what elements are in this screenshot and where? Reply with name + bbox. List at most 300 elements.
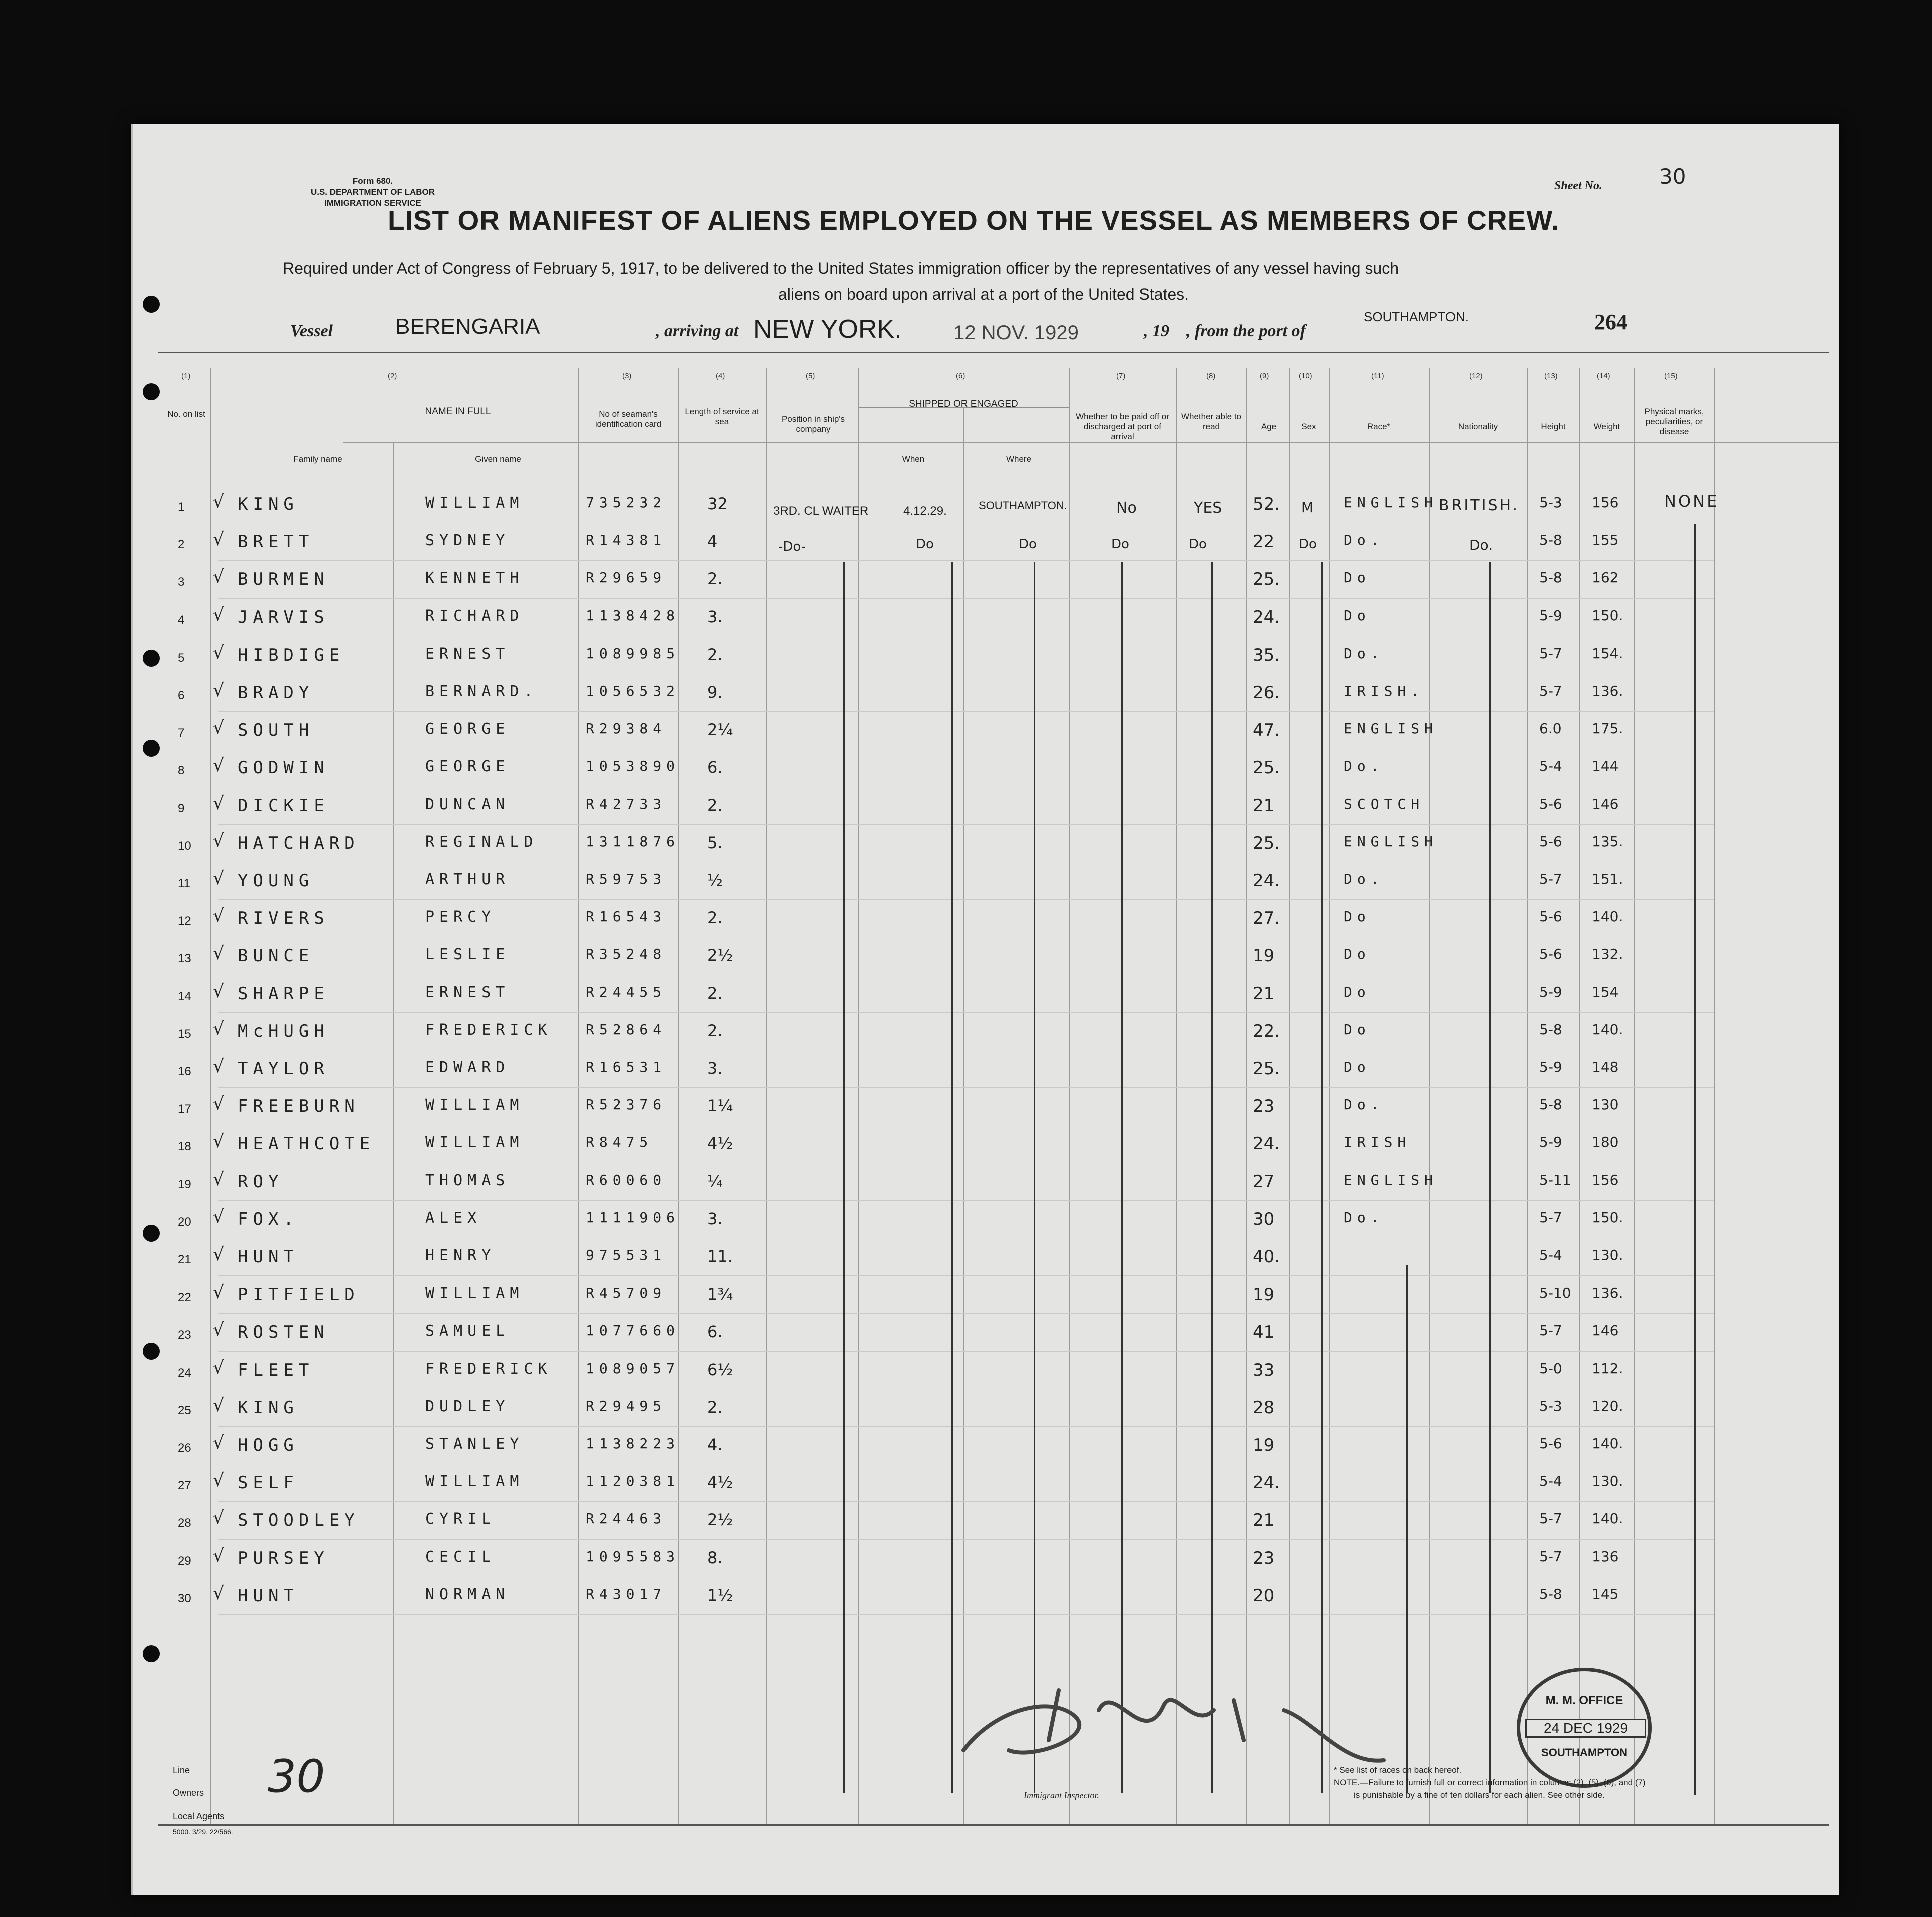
family-name-cell: FOX. (238, 1209, 299, 1229)
age-cell: 27. (1253, 908, 1280, 929)
column-number: (2) (388, 372, 397, 380)
seaman-card-cell: 1095583 (586, 1548, 680, 1565)
weight-cell: 130. (1592, 1473, 1623, 1490)
page-title: LIST OR MANIFEST OF ALIENS EMPLOYED ON THE VESSEL AS MEMBERS OF CREW. (388, 205, 1560, 236)
family-name-cell: GODWIN (238, 758, 329, 778)
height-cell: 5-7 (1539, 1209, 1562, 1226)
family-name-cell: BRADY (238, 683, 314, 703)
header-seaman-card: No of seaman's identification card (595, 409, 662, 429)
family-name-cell: KING (238, 1397, 299, 1418)
arrival-date: 12 NOV. 1929 (953, 322, 1079, 344)
height-cell: 5-6 (1539, 795, 1562, 812)
ditto-line (1034, 562, 1035, 1793)
seaman-card-cell: 1053890 (586, 758, 680, 775)
seaman-card-cell: R14381 (586, 532, 667, 549)
list-number-cell: 30 (178, 1591, 191, 1605)
seaman-card-cell: R29495 (586, 1397, 667, 1414)
seaman-card-cell: R29659 (586, 569, 667, 586)
list-number-cell: 4 (178, 613, 185, 627)
col-divider (1714, 368, 1715, 1824)
header-given-name: Given name (475, 454, 521, 464)
seaman-card-cell: R24455 (586, 983, 667, 1000)
seaman-card-cell: R43017 (586, 1585, 667, 1602)
column-number: (9) (1260, 372, 1269, 380)
service-length-cell: 2¼ (707, 720, 733, 740)
given-name-cell: SAMUEL (425, 1322, 510, 1340)
race-cell: IRISH (1344, 1134, 1411, 1151)
check-mark-icon: √ (213, 1206, 224, 1227)
height-cell: 5-8 (1539, 532, 1562, 549)
seaman-card-cell: 735232 (586, 494, 667, 511)
header-where: Where (1006, 454, 1032, 464)
check-mark-icon: √ (213, 981, 224, 1002)
position-value: 3RD. CL WAITER (773, 504, 869, 518)
height-cell: 5-10 (1539, 1285, 1571, 1302)
age-cell: 22. (1253, 1021, 1280, 1041)
header-height: Height (1541, 422, 1566, 431)
age-cell: 21 (1253, 795, 1275, 816)
height-cell: 5-4 (1539, 758, 1562, 775)
check-mark-icon: √ (213, 1056, 224, 1077)
inspector-signature (933, 1650, 1409, 1775)
ditto-line (1321, 562, 1323, 1793)
race-cell: Do. (1344, 1209, 1384, 1226)
age-cell: 40. (1253, 1247, 1280, 1267)
height-cell: 5-9 (1539, 1134, 1562, 1151)
service-length-cell: 2. (707, 645, 723, 664)
height-cell: 5-8 (1539, 1021, 1562, 1038)
age-cell: 47. (1253, 720, 1280, 741)
age-cell: 23 (1253, 1096, 1275, 1117)
seaman-card-cell: R45709 (586, 1285, 667, 1302)
height-cell: 5-11 (1539, 1171, 1571, 1188)
punch-hole (143, 650, 160, 667)
service-length-cell: 2. (707, 795, 723, 815)
family-name-cell: PURSEY (238, 1548, 329, 1568)
given-name-cell: HENRY (425, 1247, 496, 1264)
height-cell: 5-0 (1539, 1360, 1562, 1377)
paid-off-ditto: Do (1111, 537, 1129, 552)
check-mark-icon: √ (213, 680, 224, 701)
fine-note-2: is punishable by a fine of ten dollars for each alien. See other side. (1354, 1790, 1605, 1800)
age-cell: 19 (1253, 1435, 1275, 1455)
race-cell: Do (1344, 607, 1371, 624)
race-cell: ENGLISH (1344, 720, 1438, 737)
ditto-line (1211, 562, 1213, 1793)
race-cell: Do. (1344, 532, 1384, 549)
form-number: Form 680. (352, 176, 393, 186)
list-number-cell: 2 (178, 538, 185, 552)
given-name-cell: GEORGE (425, 758, 510, 776)
punch-hole (143, 1645, 160, 1662)
seaman-card-cell: 1111906 (586, 1209, 680, 1226)
list-number-cell: 21 (178, 1253, 191, 1266)
col-divider (210, 368, 211, 1824)
punch-hole (143, 1225, 160, 1242)
family-name-cell: ROY (238, 1171, 284, 1192)
check-mark-icon: √ (213, 868, 224, 889)
age-cell: 35. (1253, 645, 1280, 665)
weight-cell: 146 (1592, 795, 1619, 812)
height-cell: 5-7 (1539, 1322, 1562, 1339)
family-name-cell: TAYLOR (238, 1059, 329, 1079)
list-number-cell: 9 (178, 801, 185, 815)
weight-cell: 144 (1592, 758, 1619, 775)
col-divider (1634, 368, 1635, 1824)
race-cell: ENGLISH (1344, 494, 1438, 511)
service-length-cell: 11. (707, 1247, 733, 1266)
seaman-card-cell: 1138223 (586, 1435, 680, 1452)
family-name-cell: HOGG (238, 1435, 299, 1455)
list-number-cell: 26 (178, 1441, 191, 1455)
age-cell: 20 (1253, 1585, 1275, 1606)
check-mark-icon: √ (213, 1244, 224, 1265)
race-cell: Do. (1344, 645, 1384, 662)
given-name-cell: DUNCAN (425, 795, 510, 813)
header-divider (343, 442, 1839, 443)
race-cell: Do. (1344, 758, 1384, 775)
able-read-ditto: Do (1189, 537, 1207, 552)
header-physical-marks: Physical marks, peculiarities, or disease (1644, 407, 1704, 436)
given-name-cell: CYRIL (425, 1510, 496, 1528)
ditto-line (1121, 562, 1123, 1793)
ditto-line (843, 562, 845, 1793)
check-mark-icon: √ (213, 1545, 224, 1566)
race-cell: Do (1344, 908, 1371, 925)
seaman-card-cell: 975531 (586, 1247, 667, 1263)
sex-ditto: Do (1299, 537, 1317, 552)
age-cell: 25. (1253, 758, 1280, 778)
office-stamp (1517, 1668, 1652, 1788)
age-cell: 23 (1253, 1548, 1275, 1568)
seaman-card-cell: 1311876 (586, 833, 680, 850)
col-divider (858, 368, 859, 1824)
list-number-cell: 15 (178, 1027, 191, 1041)
height-cell: 5-8 (1539, 569, 1562, 586)
age-cell: 24. (1253, 1134, 1280, 1154)
col-divider (1329, 368, 1330, 1824)
given-name-cell: BERNARD. (425, 683, 538, 700)
list-number-cell: 18 (178, 1140, 191, 1154)
weight-cell: 140. (1592, 1021, 1623, 1038)
check-mark-icon: √ (213, 1018, 224, 1039)
line-label: Line (173, 1765, 190, 1775)
vessel-label: Vessel (290, 322, 333, 340)
fine-note-1: NOTE.—Failure to furnish full or correct information in columns (2), (5), (6), and (7) (1334, 1778, 1646, 1787)
given-name-cell: WILLIAM (425, 1473, 524, 1491)
height-cell: 5-6 (1539, 1435, 1562, 1452)
weight-cell: 132. (1592, 946, 1623, 963)
column-number: (8) (1206, 372, 1216, 380)
height-cell: 5-8 (1539, 1096, 1562, 1113)
weight-cell: 146 (1592, 1322, 1619, 1339)
given-name-cell: KENNETH (425, 569, 524, 587)
height-cell: 5-6 (1539, 908, 1562, 925)
column-number: (14) (1597, 372, 1610, 380)
list-number-cell: 6 (178, 689, 185, 702)
owners-label: Owners (173, 1788, 204, 1798)
service-length-cell: 5. (707, 833, 723, 852)
header-shipped-engaged: SHIPPED OR ENGAGED (909, 399, 1018, 409)
weight-cell: 162 (1592, 569, 1619, 586)
col-divider (1429, 368, 1430, 1824)
position-ditto: -Do- (778, 539, 806, 554)
age-cell: 28 (1253, 1397, 1275, 1418)
list-number-cell: 1 (178, 500, 185, 514)
column-number: (13) (1544, 372, 1558, 380)
list-number: 264 (1594, 310, 1627, 334)
weight-cell: 150. (1592, 1209, 1623, 1226)
seaman-card-cell: R59753 (586, 871, 667, 887)
check-mark-icon: √ (213, 793, 224, 814)
sheet-label: Sheet No. (1554, 179, 1602, 192)
list-number-cell: 8 (178, 764, 185, 778)
seaman-card-cell: R24463 (586, 1510, 667, 1527)
nationality-value: BRITISH. (1439, 497, 1520, 514)
list-number-cell: 23 (178, 1328, 191, 1342)
race-cell: Do (1344, 983, 1371, 1000)
check-mark-icon: √ (213, 1508, 224, 1529)
nationality-ditto: Do. (1469, 537, 1493, 553)
family-name-cell: SELF (238, 1473, 299, 1493)
column-number: (12) (1469, 372, 1483, 380)
given-name-cell: WILLIAM (425, 1096, 524, 1114)
given-name-cell: ALEX (425, 1209, 482, 1227)
check-mark-icon: √ (213, 755, 224, 776)
check-mark-icon: √ (213, 718, 224, 739)
service-length-cell: 1¼ (707, 1096, 733, 1116)
height-cell: 5-4 (1539, 1247, 1562, 1263)
race-cell: SCOTCH (1344, 795, 1425, 812)
punch-hole (143, 740, 160, 757)
service-length-cell: 6. (707, 758, 723, 777)
height-cell: 5-7 (1539, 645, 1562, 662)
family-name-cell: HATCHARD (238, 833, 360, 853)
family-name-cell: FLEET (238, 1360, 314, 1380)
service-length-cell: 4½ (707, 1473, 733, 1492)
column-number: (6) (956, 372, 965, 380)
weight-cell: 136. (1592, 683, 1623, 699)
header-age: Age (1261, 422, 1277, 431)
arriving-label: , arriving at (656, 322, 739, 340)
height-cell: 5-7 (1539, 1510, 1562, 1527)
family-name-cell: JARVIS (238, 607, 329, 627)
row-rule (218, 560, 1714, 561)
family-name-cell: SOUTH (238, 720, 314, 741)
age-cell: 19 (1253, 1285, 1275, 1305)
col-divider (678, 368, 679, 1824)
service-length-cell: 3. (707, 1059, 723, 1078)
service-length-cell: ½ (707, 871, 723, 890)
given-name-cell: SYDNEY (425, 532, 510, 550)
family-name-cell: YOUNG (238, 871, 314, 891)
given-name-cell: RICHARD (425, 607, 524, 625)
check-mark-icon: √ (213, 567, 224, 588)
list-number-cell: 12 (178, 914, 191, 928)
service-length-cell: 4 (707, 532, 718, 551)
height-cell: 5-6 (1539, 946, 1562, 963)
given-name-cell: WILLIAM (425, 1285, 524, 1303)
age-cell: 25. (1253, 1059, 1280, 1079)
races-note: * See list of races on back hereof. (1334, 1765, 1462, 1775)
family-name-cell: DICKIE (238, 795, 329, 816)
service-length-cell: ¼ (707, 1171, 723, 1191)
check-mark-icon: √ (213, 1169, 224, 1190)
col-divider (1289, 368, 1290, 1824)
height-cell: 5-9 (1539, 607, 1562, 624)
height-cell: 5-6 (1539, 833, 1562, 850)
weight-cell: 154. (1592, 645, 1623, 662)
col-divider (1527, 368, 1528, 1824)
race-cell: Do. (1344, 871, 1384, 887)
list-number-cell: 27 (178, 1479, 191, 1493)
race-cell: ENGLISH (1344, 833, 1438, 850)
column-number: (5) (806, 372, 815, 380)
height-cell: 5-7 (1539, 871, 1562, 887)
seaman-card-cell: R52376 (586, 1096, 667, 1113)
weight-cell: 136 (1592, 1548, 1619, 1565)
weight-cell: 156 (1592, 494, 1619, 511)
check-mark-icon: √ (213, 604, 224, 625)
check-mark-icon: √ (213, 492, 224, 512)
seaman-card-cell: R16543 (586, 908, 667, 925)
header-race: Race* (1367, 422, 1391, 431)
seaman-card-cell: 1138428 (586, 607, 680, 624)
family-name-cell: BURMEN (238, 569, 329, 590)
check-mark-icon: √ (213, 1357, 224, 1378)
col-divider (1246, 368, 1247, 1824)
age-cell: 33 (1253, 1360, 1275, 1380)
column-number: (1) (181, 372, 191, 380)
header-weight: Weight (1593, 422, 1620, 431)
service-length-cell: 3. (707, 607, 723, 626)
list-number-cell: 22 (178, 1291, 191, 1305)
header-position: Position in ship's company (781, 414, 845, 434)
weight-cell: 154 (1592, 983, 1619, 1000)
given-name-cell: REGINALD (425, 833, 538, 851)
weight-cell: 155 (1592, 532, 1619, 549)
stamp-office: M. M. OFFICE (1545, 1694, 1623, 1707)
given-name-cell: ARTHUR (425, 871, 510, 888)
ditto-line (1489, 562, 1491, 1793)
subtitle-line-2: aliens on board upon arrival at a port of the United States. (778, 285, 1189, 303)
list-number-cell: 3 (178, 575, 185, 589)
age-cell: 21 (1253, 983, 1275, 1004)
age-cell: 24. (1253, 1473, 1280, 1493)
punch-hole (143, 383, 160, 400)
header-when: When (902, 454, 925, 464)
height-cell: 5-7 (1539, 1548, 1562, 1565)
col-divider (963, 407, 964, 1824)
department-name: U.S. DEPARTMENT OF LABOR (310, 187, 435, 197)
given-name-cell: CECIL (425, 1548, 496, 1566)
family-name-cell: PITFIELD (238, 1285, 360, 1305)
service-length-cell: 9. (707, 683, 723, 702)
check-mark-icon: √ (213, 1320, 224, 1341)
given-name-cell: LESLIE (425, 946, 510, 964)
list-number-cell: 19 (178, 1177, 191, 1191)
col-divider (1176, 368, 1177, 1824)
family-name-cell: STOODLEY (238, 1510, 360, 1531)
physical-marks-value: NONE (1664, 492, 1719, 511)
agents-label: Local Agents (173, 1811, 225, 1821)
age-cell: 27 (1253, 1171, 1275, 1192)
weight-cell: 135. (1592, 833, 1623, 850)
col-divider (393, 442, 394, 1824)
header-able-read: Whether able to read (1181, 412, 1241, 431)
where-ditto: Do (1019, 537, 1037, 552)
weight-cell: 156 (1592, 1171, 1619, 1188)
form-reference: 5000. 3/29. 22/566. (173, 1828, 233, 1836)
height-cell: 5-9 (1539, 983, 1562, 1000)
given-name-cell: WILLIAM (425, 494, 524, 512)
vessel-name: BERENGARIA (395, 314, 540, 339)
weight-cell: 148 (1592, 1059, 1619, 1075)
height-cell: 5-4 (1539, 1473, 1562, 1490)
race-cell: IRISH. (1344, 683, 1425, 699)
age-cell: 25. (1253, 569, 1280, 590)
family-name-cell: HUNT (238, 1247, 299, 1267)
manifest-sheet (131, 124, 1839, 1895)
total-count: 30 (268, 1750, 325, 1803)
col-divider (766, 368, 767, 1824)
departure-port: SOUTHAMPTON. (1364, 309, 1469, 324)
weight-cell: 180 (1592, 1134, 1619, 1151)
service-length-cell: 2½ (707, 946, 733, 965)
service-length-cell: 2. (707, 1397, 723, 1417)
family-name-cell: McHUGH (238, 1021, 329, 1041)
given-name-cell: NORMAN (425, 1585, 510, 1603)
weight-cell: 120. (1592, 1397, 1623, 1414)
weight-cell: 140. (1592, 1510, 1623, 1527)
family-name-cell: HUNT (238, 1585, 299, 1606)
family-name-cell: FREEBURN (238, 1096, 360, 1117)
check-mark-icon: √ (213, 529, 224, 550)
list-number-cell: 17 (178, 1102, 191, 1116)
ditto-line (1694, 524, 1696, 1795)
header-name-in-full: NAME IN FULL (425, 406, 491, 417)
year-label: , 19 (1144, 322, 1169, 340)
arrival-port: NEW YORK. (753, 315, 902, 344)
given-name-cell: WILLIAM (425, 1134, 524, 1152)
service-length-cell: 4. (707, 1435, 723, 1454)
service-length-cell: 1¾ (707, 1285, 733, 1304)
age-cell: 30 (1253, 1209, 1275, 1229)
age-cell: 25. (1253, 833, 1280, 853)
given-name-cell: DUDLEY (425, 1397, 510, 1415)
list-number-cell: 28 (178, 1516, 191, 1530)
given-name-cell: ERNEST (425, 983, 510, 1001)
race-cell: Do (1344, 946, 1371, 963)
when-ditto: Do (916, 537, 934, 552)
race-cell: Do. (1344, 1096, 1384, 1113)
age-cell: 24. (1253, 607, 1280, 627)
list-number-cell: 5 (178, 651, 185, 665)
column-number: (10) (1299, 372, 1312, 380)
list-number-cell: 20 (178, 1215, 191, 1229)
seaman-card-cell: R60060 (586, 1171, 667, 1188)
given-name-cell: THOMAS (425, 1171, 510, 1189)
list-number-cell: 10 (178, 839, 191, 853)
list-number-cell: 11 (178, 877, 190, 890)
check-mark-icon: √ (213, 1433, 224, 1453)
weight-cell: 140. (1592, 1435, 1623, 1452)
age-cell: 41 (1253, 1322, 1275, 1343)
race-cell: ENGLISH (1344, 1171, 1438, 1188)
header-no-on-list: No. on list (167, 409, 205, 419)
stamp-place: SOUTHAMPTON (1541, 1746, 1627, 1759)
seaman-card-cell: R8475 (586, 1134, 653, 1151)
